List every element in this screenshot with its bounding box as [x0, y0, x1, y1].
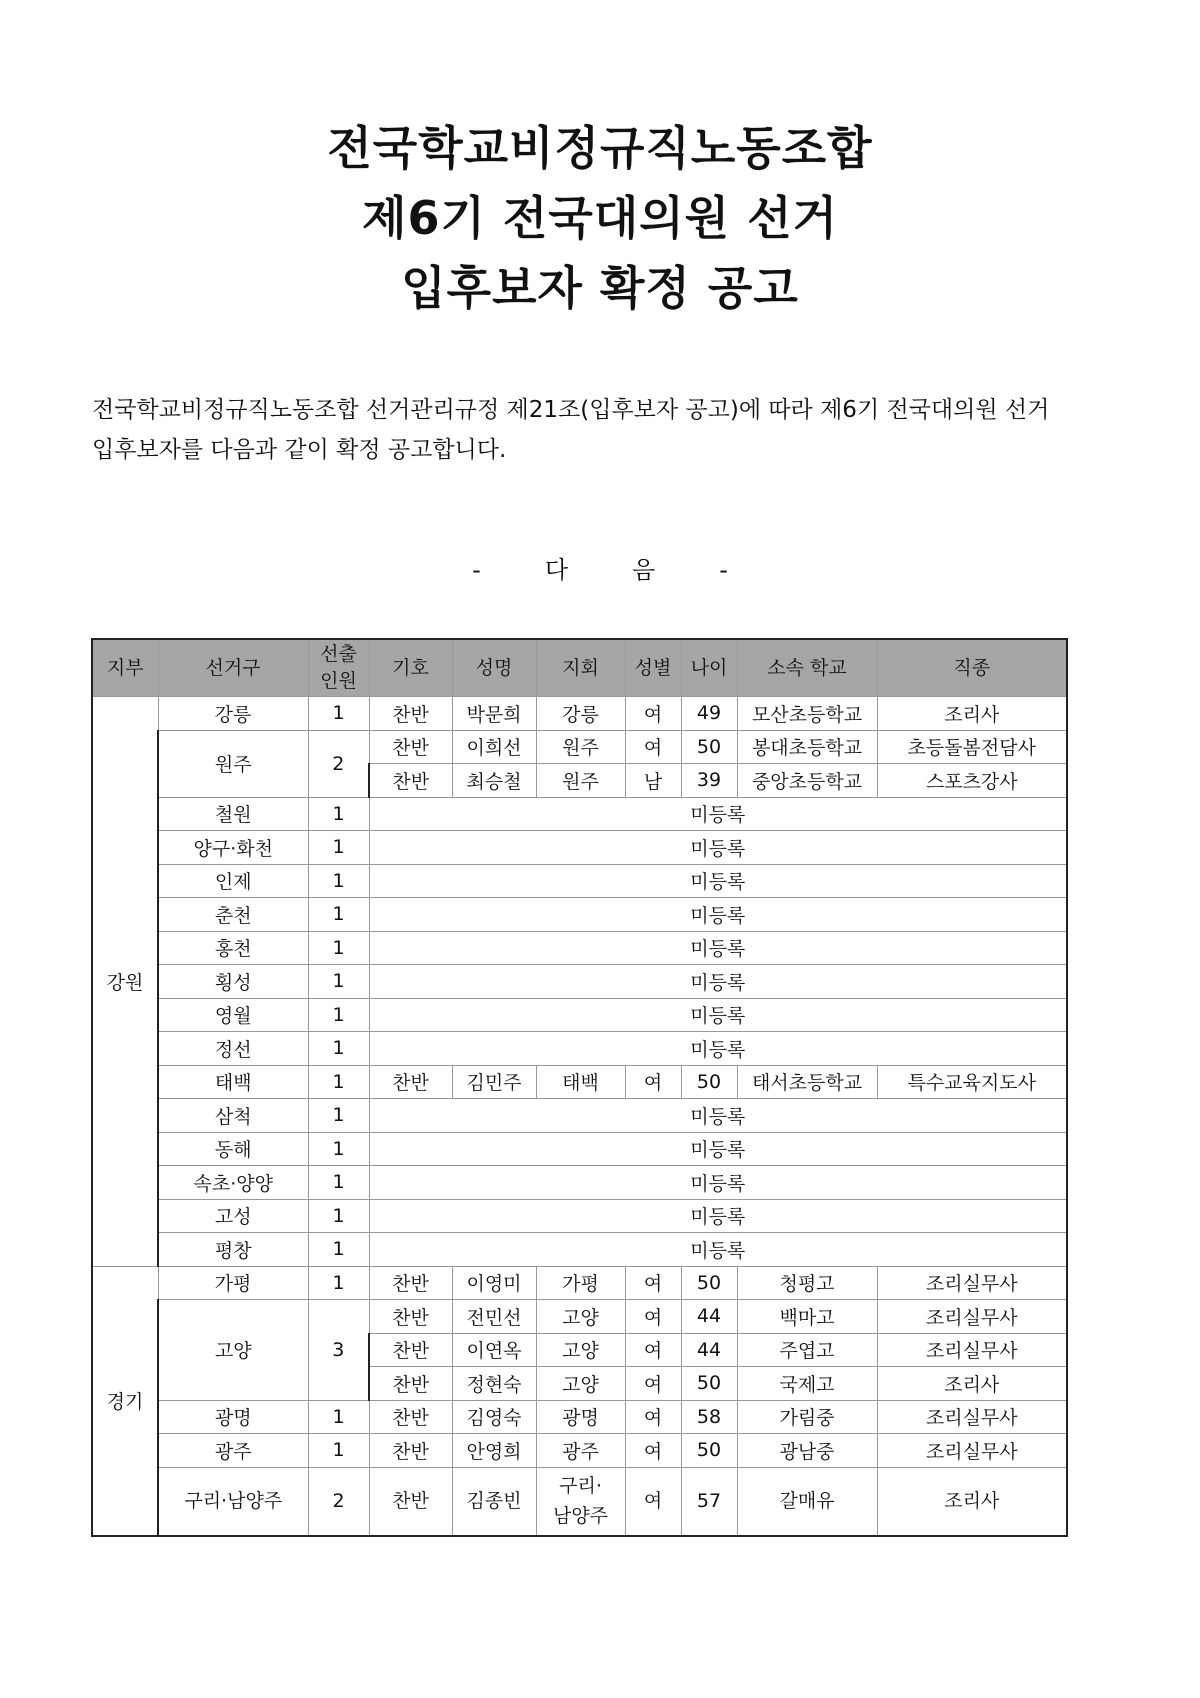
- branch-cell: 경기: [92, 1266, 158, 1536]
- job-cell: 조리실무사: [877, 1266, 1067, 1300]
- separator-char-1: 다: [544, 556, 568, 584]
- gender-cell: 여: [625, 1300, 681, 1334]
- school-cell: 가림중: [737, 1400, 877, 1434]
- table-row: [92, 998, 1067, 1032]
- unregistered-cell: 미등록: [369, 1132, 1067, 1166]
- table-row: [92, 1233, 1067, 1267]
- separator-dash-left: -: [472, 556, 481, 584]
- school-cell: 청평고: [737, 1266, 877, 1300]
- school-cell: 갈매유: [737, 1467, 877, 1536]
- header-gender: 성별: [625, 639, 681, 697]
- district-cell: 횡성: [158, 965, 308, 999]
- job-cell: 조리실무사: [877, 1333, 1067, 1367]
- chapter-cell: 가평: [536, 1266, 625, 1300]
- name-cell: 최승철: [452, 764, 536, 798]
- name-cell: 김영숙: [452, 1400, 536, 1434]
- district-cell: 삼척: [158, 1099, 308, 1133]
- chapter-cell: 구리· 남양주: [536, 1467, 625, 1536]
- seats-cell: 2: [308, 730, 369, 797]
- intro-line2: 입후보자를 다음과 같이 확정 공고합니다.: [92, 437, 507, 463]
- table-row: [92, 1065, 1067, 1099]
- seats-cell: 1: [308, 998, 369, 1032]
- chapter-cell: 태백: [536, 1065, 625, 1099]
- school-cell: 백마고: [737, 1300, 877, 1334]
- district-cell: 가평: [158, 1266, 308, 1300]
- seats-cell: 1: [308, 965, 369, 999]
- district-cell: 정선: [158, 1032, 308, 1066]
- header-symbol: 기호: [369, 639, 452, 697]
- age-cell: 50: [681, 1065, 737, 1099]
- district-cell: 철원: [158, 797, 308, 831]
- age-cell: 57: [681, 1467, 737, 1536]
- branch-cell: 강원: [92, 697, 158, 1267]
- table-row: [92, 1032, 1067, 1066]
- table-row: [92, 931, 1067, 965]
- school-cell: 태서초등학교: [737, 1065, 877, 1099]
- symbol-cell: 찬반: [369, 697, 452, 731]
- table-row: [92, 831, 1067, 865]
- age-cell: 50: [681, 730, 737, 764]
- name-cell: 김종빈: [452, 1467, 536, 1536]
- gender-cell: 여: [625, 1065, 681, 1099]
- age-cell: 50: [681, 1434, 737, 1468]
- name-cell: 이희선: [452, 730, 536, 764]
- symbol-cell: 찬반: [369, 1367, 452, 1401]
- chapter-cell: 고양: [536, 1333, 625, 1367]
- seats-cell: 1: [308, 1065, 369, 1099]
- seats-cell: 1: [308, 1099, 369, 1133]
- table-row: [92, 797, 1067, 831]
- school-cell: 국제고: [737, 1367, 877, 1401]
- gender-cell: 여: [625, 1333, 681, 1367]
- table-body: [92, 697, 1067, 1536]
- header-seats-line1: 선출: [320, 643, 357, 665]
- district-cell: 광주: [158, 1434, 308, 1468]
- chapter-cell: 원주: [536, 764, 625, 798]
- job-cell: 초등돌봄전담사: [877, 730, 1067, 764]
- header-age: 나이: [681, 639, 737, 697]
- unregistered-cell: 미등록: [369, 1032, 1067, 1066]
- school-cell: 모산초등학교: [737, 697, 877, 731]
- seats-cell: 1: [308, 1199, 369, 1233]
- age-cell: 39: [681, 764, 737, 798]
- gender-cell: 여: [625, 1367, 681, 1401]
- unregistered-cell: 미등록: [369, 797, 1067, 831]
- school-cell: 봉대초등학교: [737, 730, 877, 764]
- seats-cell: 1: [308, 1132, 369, 1166]
- district-cell: 강릉: [158, 697, 308, 731]
- unregistered-cell: 미등록: [369, 931, 1067, 965]
- school-cell: 중앙초등학교: [737, 764, 877, 798]
- notice-title-line3: 입후보자 확정 공고: [401, 261, 799, 315]
- district-cell: 고성: [158, 1199, 308, 1233]
- separator-dash-right: -: [719, 556, 728, 584]
- name-cell: 전민선: [452, 1300, 536, 1334]
- chapter-cell: 광명: [536, 1400, 625, 1434]
- unregistered-cell: 미등록: [369, 1099, 1067, 1133]
- header-name: 성명: [452, 639, 536, 697]
- seats-cell: 1: [308, 1400, 369, 1434]
- unregistered-cell: 미등록: [369, 1166, 1067, 1200]
- chapter-cell: 원주: [536, 730, 625, 764]
- district-cell: 동해: [158, 1132, 308, 1166]
- gender-cell: 여: [625, 730, 681, 764]
- gender-cell: 여: [625, 1266, 681, 1300]
- table-row: [92, 898, 1067, 932]
- name-cell: 정현숙: [452, 1367, 536, 1401]
- notice-title-line1: 전국학교비정규직노동조합: [327, 121, 873, 175]
- table-row: [92, 697, 1067, 731]
- name-cell: 안영희: [452, 1434, 536, 1468]
- symbol-cell: 찬반: [369, 730, 452, 764]
- name-cell: 이연옥: [452, 1333, 536, 1367]
- header-seats: [308, 639, 369, 697]
- seats-cell: 1: [308, 864, 369, 898]
- seats-cell: 1: [308, 1032, 369, 1066]
- seats-cell: 1: [308, 1266, 369, 1300]
- section-separator: [0, 550, 1200, 585]
- unregistered-cell: 미등록: [369, 965, 1067, 999]
- name-cell: 박문희: [452, 697, 536, 731]
- intro-paragraph: [92, 390, 1102, 470]
- header-job: 직종: [877, 639, 1067, 697]
- age-cell: 49: [681, 697, 737, 731]
- table-row: [92, 1199, 1067, 1233]
- table-row: [92, 1166, 1067, 1200]
- header-row: [92, 639, 1067, 697]
- table-row: [92, 864, 1067, 898]
- age-cell: 58: [681, 1400, 737, 1434]
- symbol-cell: 찬반: [369, 1467, 452, 1536]
- district-cell: 태백: [158, 1065, 308, 1099]
- notice-title-line2: 제6기 전국대의원 선거: [362, 191, 838, 245]
- header-chapter: 지회: [536, 639, 625, 697]
- symbol-cell: 찬반: [369, 764, 452, 798]
- unregistered-cell: 미등록: [369, 898, 1067, 932]
- unregistered-cell: 미등록: [369, 864, 1067, 898]
- age-cell: 50: [681, 1266, 737, 1300]
- seats-cell: 1: [308, 931, 369, 965]
- district-cell: 인제: [158, 864, 308, 898]
- seats-cell: 1: [308, 898, 369, 932]
- district-cell: 춘천: [158, 898, 308, 932]
- district-cell: 양구·화천: [158, 831, 308, 865]
- gender-cell: 남: [625, 764, 681, 798]
- job-cell: 조리사: [877, 697, 1067, 731]
- symbol-cell: 찬반: [369, 1400, 452, 1434]
- unregistered-cell: 미등록: [369, 831, 1067, 865]
- gender-cell: 여: [625, 1400, 681, 1434]
- school-cell: 광남중: [737, 1434, 877, 1468]
- seats-cell: 1: [308, 831, 369, 865]
- header-district: 선거구: [158, 639, 308, 697]
- table-row: [92, 1099, 1067, 1133]
- table-row: [92, 965, 1067, 999]
- seats-cell: 1: [308, 697, 369, 731]
- table-row: [92, 1434, 1067, 1468]
- header-branch: 지부: [92, 639, 158, 697]
- school-cell: 주엽고: [737, 1333, 877, 1367]
- district-cell: 홍천: [158, 931, 308, 965]
- symbol-cell: 찬반: [369, 1300, 452, 1334]
- unregistered-cell: 미등록: [369, 1233, 1067, 1267]
- gender-cell: 여: [625, 697, 681, 731]
- unregistered-cell: 미등록: [369, 998, 1067, 1032]
- chapter-cell: 강릉: [536, 697, 625, 731]
- name-cell: 김민주: [452, 1065, 536, 1099]
- chapter-cell: 고양: [536, 1367, 625, 1401]
- district-cell: 원주: [158, 730, 308, 797]
- unregistered-cell: 미등록: [369, 1199, 1067, 1233]
- symbol-cell: 찬반: [369, 1434, 452, 1468]
- table-row: [92, 1266, 1067, 1300]
- job-cell: 스포츠강사: [877, 764, 1067, 798]
- job-cell: 특수교육지도사: [877, 1065, 1067, 1099]
- job-cell: 조리사: [877, 1467, 1067, 1536]
- symbol-cell: 찬반: [369, 1065, 452, 1099]
- symbol-cell: 찬반: [369, 1266, 452, 1300]
- age-cell: 44: [681, 1300, 737, 1334]
- symbol-cell: 찬반: [369, 1333, 452, 1367]
- separator-char-2: 음: [632, 556, 656, 584]
- district-cell: 평창: [158, 1233, 308, 1267]
- gender-cell: 여: [625, 1467, 681, 1536]
- job-cell: 조리실무사: [877, 1434, 1067, 1468]
- job-cell: 조리실무사: [877, 1400, 1067, 1434]
- table-row: [92, 1467, 1067, 1536]
- table-row: [92, 730, 1067, 764]
- job-cell: 조리사: [877, 1367, 1067, 1401]
- chapter-cell: 고양: [536, 1300, 625, 1334]
- candidate-table: [91, 638, 1068, 1537]
- seats-cell: 3: [308, 1300, 369, 1401]
- district-cell: 속초·양양: [158, 1166, 308, 1200]
- district-cell: 광명: [158, 1400, 308, 1434]
- header-school: 소속 학교: [737, 639, 877, 697]
- seats-cell: 1: [308, 1434, 369, 1468]
- age-cell: 50: [681, 1367, 737, 1401]
- seats-cell: 1: [308, 1166, 369, 1200]
- age-cell: 44: [681, 1333, 737, 1367]
- table-row: [92, 1400, 1067, 1434]
- header-seats-line2: 인원: [320, 670, 357, 692]
- gender-cell: 여: [625, 1434, 681, 1468]
- district-cell: 고양: [158, 1300, 308, 1401]
- seats-cell: 2: [308, 1467, 369, 1536]
- chapter-cell: 광주: [536, 1434, 625, 1468]
- intro-line1: 전국학교비정규직노동조합 선거관리규정 제21조(입후보자 공고)에 따라 제6기 전국대의원 선거: [92, 397, 1050, 423]
- job-cell: 조리실무사: [877, 1300, 1067, 1334]
- table-row: [92, 1132, 1067, 1166]
- seats-cell: 1: [308, 1233, 369, 1267]
- name-cell: 이영미: [452, 1266, 536, 1300]
- district-cell: 구리·남양주: [158, 1467, 308, 1536]
- seats-cell: 1: [308, 797, 369, 831]
- table-row: [92, 1300, 1067, 1334]
- district-cell: 영월: [158, 998, 308, 1032]
